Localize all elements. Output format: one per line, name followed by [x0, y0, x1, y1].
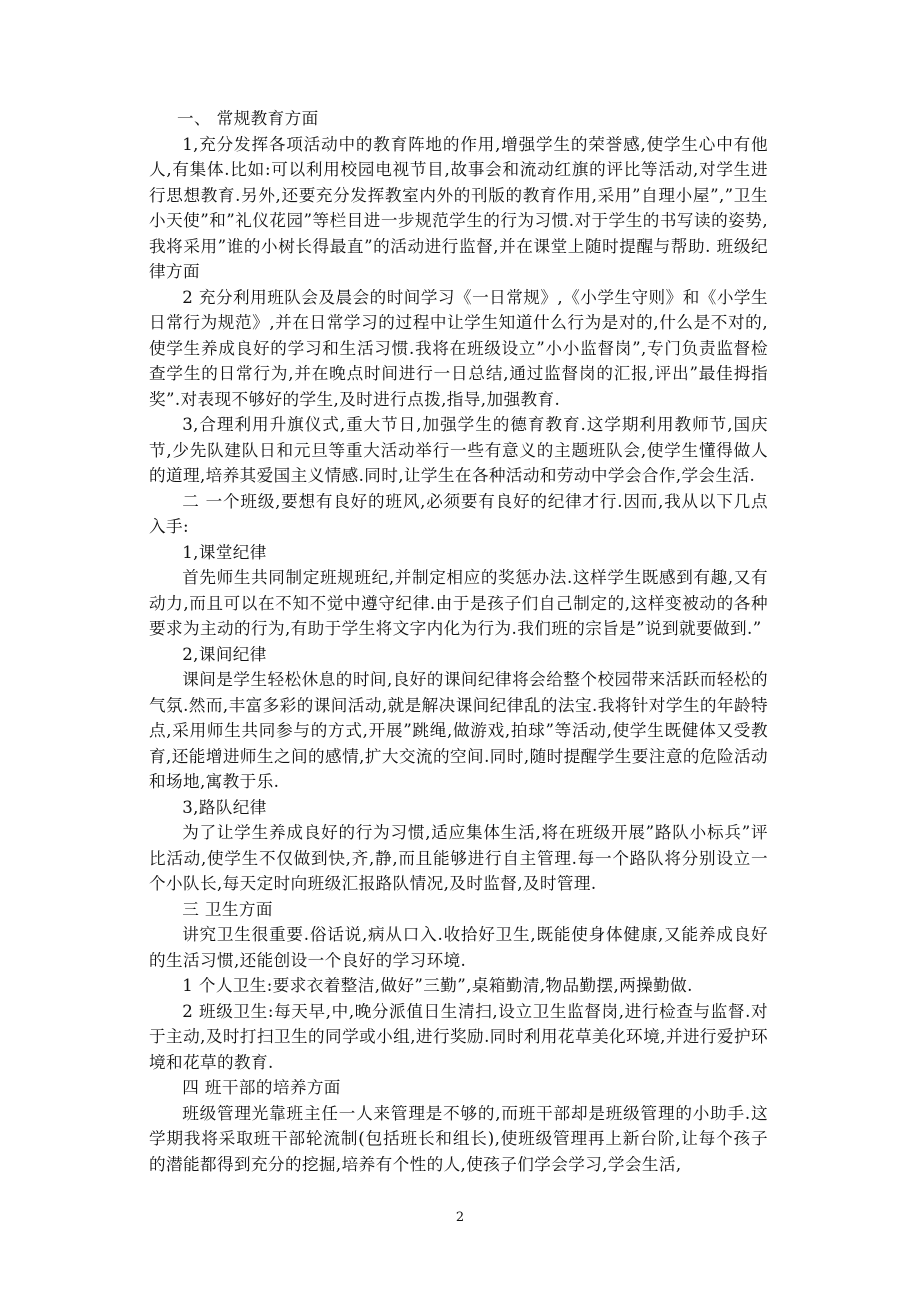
paragraph-personal-hygiene: 1 个人卫生:要求衣着整洁,做好”三勤”,桌箱勤清,物品勤摆,两操勤做.: [182, 976, 693, 995]
subheading-class-discipline: 1,课堂纪律: [182, 542, 267, 562]
section-heading-class-cadres: 四 班干部的培养方面: [182, 1078, 341, 1097]
page-number: 2: [455, 1210, 465, 1225]
subheading-line-discipline: 3,路队纪律: [182, 797, 267, 817]
paragraph-hygiene: 讲究卫生很重要.俗话说,病从口入.收拾好卫生,既能使身体健康,又能养成良好的生活习惯,还能创设一个良好的学习环境.: [149, 925, 768, 970]
section-heading-discipline: 二 一个班级,要想有良好的班风,必须要有良好的纪律才行.因而,我从以下几点入手:: [149, 491, 768, 536]
paragraph-1: 1,充分发挥各项活动中的教育阵地的作用,增强学生的荣誉感,使学生心中有他人,有集体.比如:可以利用校园电视节目,故事会和流动红旗的评比等活动,对学生进行思想教育.另外,还要充分发挥教室内外的刊版的教育作用,采用”自理小屋”,”卫生小天使”和”礼仪花园”等栏目进一步规范学生的行为习惯.对于学生的书写读的姿势,我将采用”谁的小树长得最直”的活动进行监督,并在课堂上随时提醒与帮助. 班级纪律方面: [149, 134, 768, 281]
paragraph-class-hygiene: 2 班级卫生:每天早,中,晚分派值日生清扫,设立卫生监督岗,进行检查与监督.对于主动,及时打扫卫生的同学或小组,进行奖励.同时利用花草美化环境,并进行爱护环境和花草的教育.: [149, 1001, 768, 1072]
subheading-break-discipline: 2,课间纪律: [182, 644, 267, 664]
paragraph-class-cadres: 班级管理光靠班主任一人来管理是不够的,而班干部却是班级管理的小助手.这学期我将采取班干部轮流制(包括班长和组长),使班级管理再上新台阶,让每个孩子的潜能都得到充分的挖掘,培养有个性的人,使孩子们学会学习,学会生活,: [149, 1103, 768, 1174]
paragraph-2: 2 充分利用班队会及晨会的时间学习《一日常规》,《小学生守则》和《小学生日常行为规范》,并在日常学习的过程中让学生知道什么行为是对的,什么是不对的,使学生养成良好的学习和生活习惯.我将在班级设立”小小监督岗”,专门负责监督检查学生的日常行为,并在晚点时间进行一日总结,通过监督岗的汇报,评出”最佳拇指奖”.对表现不够好的学生,及时进行点拨,指导,加强教育.: [149, 287, 768, 409]
paragraph-line-discipline: 为了让学生养成良好的行为习惯,适应集体生活,将在班级开展”路队小标兵”评比活动,使学生不仅做到快,齐,静,而且能够进行自主管理.每一个路队将分别设立一个小队长,每天定时向班级汇报路队情况,及时监督,及时管理.: [149, 823, 768, 893]
section-heading-routine-education: 一、 常规教育方面: [177, 109, 319, 128]
paragraph-class-discipline: 首先师生共同制定班规班纪,并制定相应的奖惩办法.这样学生既感到有趣,又有动力,而且可以在不知不觉中遵守纪律.由于是孩子们自己制定的,这样变被动的各种要求为主动的行为,有助于学生将文字内化为行为.我们班的宗旨是”说到就要做到.”: [149, 568, 768, 638]
paragraph-break-discipline: 课间是学生轻松休息的时间,良好的课间纪律将会给整个校园带来活跃而轻松的气氛.然而,丰富多彩的课间活动,就是解决课间纪律乱的法宝.我将针对学生的年龄特点,采用师生共同参与的方式,开展”跳绳,做游戏,拍球”等活动,使学生既健体又受教育,还能增进师生之间的感情,扩大交流的空间.同时,随时提醒学生要注意的危险活动和场地,寓教于乐.: [149, 670, 768, 791]
paragraph-3: 3,合理利用升旗仪式,重大节日,加强学生的德育教育.这学期利用教师节,国庆节,少先队建队日和元旦等重大活动举行一些有意义的主题班队会,使学生懂得做人的道理,培养其爱国主义情感.同时,让学生在各种活动和劳动中学会合作,学会生活.: [149, 415, 768, 485]
section-heading-hygiene: 三 卫生方面: [182, 899, 273, 919]
